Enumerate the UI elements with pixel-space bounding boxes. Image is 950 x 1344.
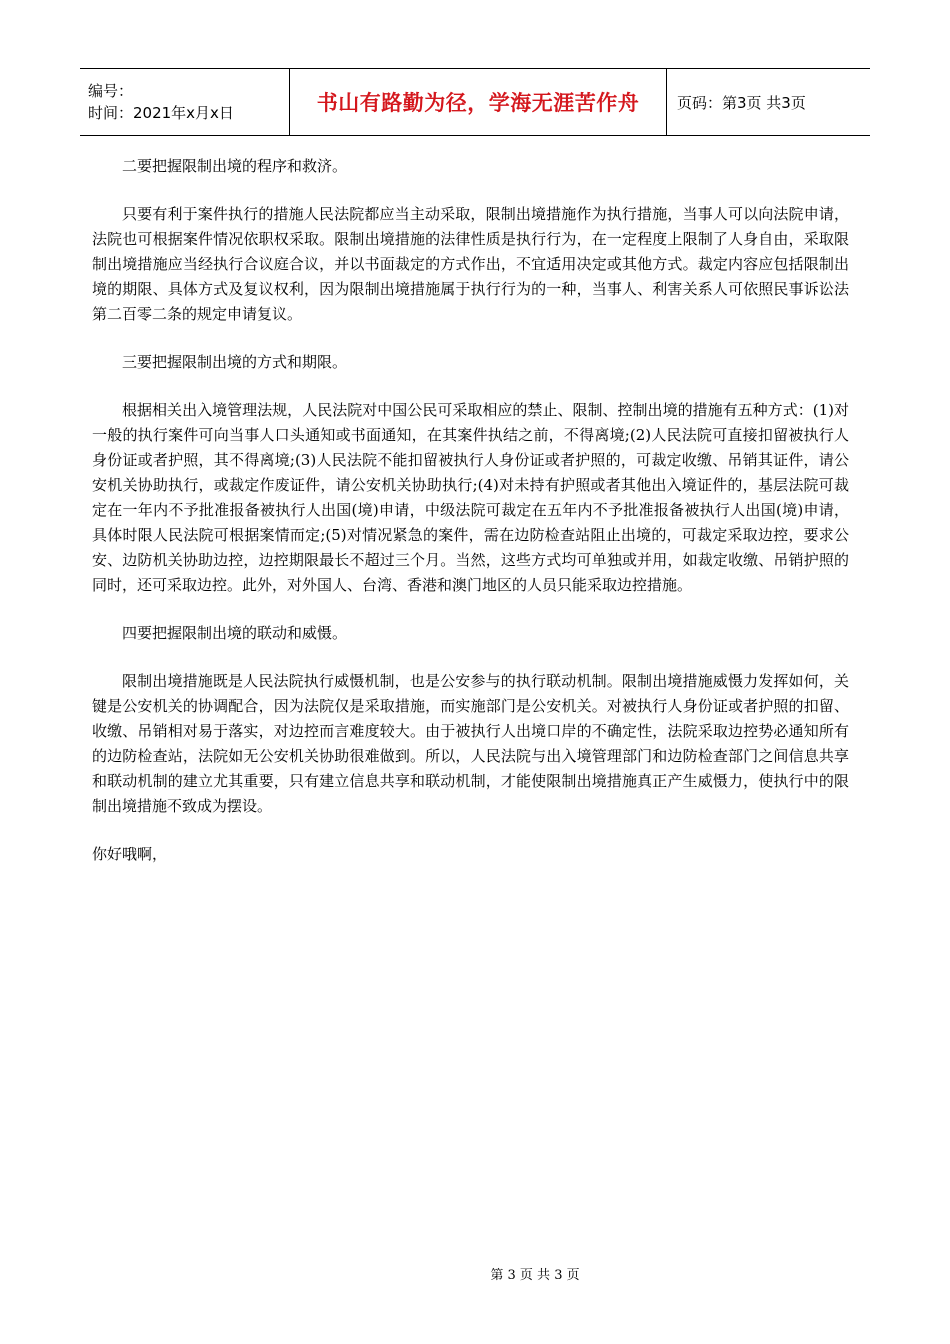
page-header — [80, 68, 870, 136]
header-info-cell — [80, 69, 290, 136]
document-number-label: 编号： — [88, 82, 134, 100]
header-motto-cell — [290, 69, 667, 136]
section-heading-linkage: 四要把握限制出境的联动和威慑。 — [122, 624, 348, 642]
section-heading-method: 三要把握限制出境的方式和期限。 — [122, 353, 348, 371]
header-motto: 书山有路勤为径，学海无涯苦作舟 — [316, 91, 640, 115]
closing-line: 你好哦啊， — [92, 845, 168, 863]
body-paragraph: 限制出境措施既是人民法院执行威慑机制，也是公安参与的执行联动机制。限制出境措施威慑力发挥如何，关键是公安机关的协调配合，因为法院仅是采取措施，而实施部门是公安机关。对被执行人身份证或者护照的扣留、收缴、吊销相对易于落实，对边控而言难度较大。由于被执行人出境口岸的不确定性，法院采取边控势必通知所有的边防检查站，法院如无公安机关协助很难做到。所以，人民法院与出入境管理部门和边防检查部门之间信息共享和联动机制的建立尤其重要，只有建立信息共享和联动机制，才能使限制出境措施真正产生威慑力，使执行中的限制出境措施不致成为摆设。 — [92, 672, 849, 815]
footer-page-number: 第 3 页 共 3 页 — [490, 1268, 580, 1283]
body-paragraph: 只要有利于案件执行的措施人民法院都应当主动采取，限制出境措施作为执行措施，当事人可以向法院申请，法院也可根据案件情况依职权采取。限制出境措施的法律性质是执行行为，在一定程度上限制了人身自由，采取限制出境措施应当经执行合议庭合议，并以书面裁定的方式作出，不宜适用决定或其他方式。裁定内容应包括限制出境的期限、具体方式及复议权利，因为限制出境措施属于执行行为的一种，当事人、利害关系人可依照民事诉讼法第二百零二条的规定申请复议。 — [92, 205, 849, 323]
document-body — [92, 154, 849, 867]
header-page-cell — [667, 69, 871, 136]
header-page-number: 页码：第3页 共3页 — [677, 93, 806, 112]
page-footer — [0, 1264, 950, 1283]
section-heading-procedure: 二要把握限制出境的程序和救济。 — [122, 157, 348, 175]
body-paragraph: 根据相关出入境管理法规，人民法院对中国公民可采取相应的禁止、限制、控制出境的措施有五种方式：(1)对一般的执行案件可向当事人口头通知或书面通知，在其案件执结之前，不得离境;(2)人民法院可直接扣留被执行人身份证或者护照，其不得离境;(3)人民法院不能扣留被执行人身份证或者护照的，可裁定收缴、吊销其证件，请公安机关协助执行，或裁定作废证件，请公安机关协助执行;(4)对未持有护照或者其他出入境证件的，基层法院可裁定在一年内不予批准报备被执行人出国(境)申请，中级法院可裁定在五年内不予批准报备被执行人出国(境)申请，具体时限人民法院可根据案情而定;(5)对情况紧急的案件，需在边防检查站阻止出境的，可裁定采取边控，要求公安、边防机关协助边控，边控期限最长不超过三个月。当然，这些方式均可单独或并用，如裁定收缴、吊销护照的同时，还可采取边控。此外，对外国人、台湾、香港和澳门地区的人员只能采取边控措施。 — [92, 401, 849, 594]
document-date-label: 时间：2021年x月x日 — [88, 104, 234, 122]
